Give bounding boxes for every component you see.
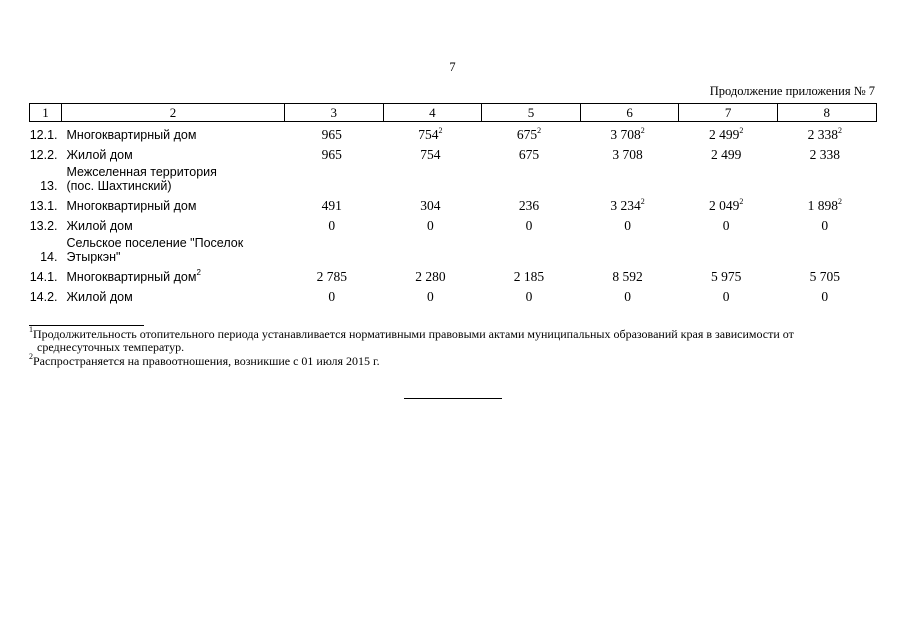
value-text: 0 (328, 218, 336, 233)
header-cell: 4 (383, 104, 482, 122)
footnote-2 (29, 352, 876, 368)
value-cell (679, 122, 778, 143)
value-text: 3 708 (612, 147, 643, 162)
row-label-text: Многоквартирный дом (66, 128, 197, 142)
row-number: 12.2. (29, 148, 58, 162)
value-text: 8 592 (612, 269, 643, 284)
value-cell (383, 264, 482, 284)
value-cell (285, 284, 384, 304)
value-text: 2 049 (708, 198, 740, 213)
row-number: 14. (40, 250, 58, 264)
value-text: 2 338 (809, 147, 840, 162)
footnote-text: среднесуточных температур. (37, 340, 185, 354)
value-cell (383, 193, 482, 213)
value-text: 0 (821, 218, 829, 233)
table-row (30, 264, 877, 284)
value-cell (777, 284, 876, 304)
table-row (30, 213, 877, 233)
header-cell: 5 (482, 104, 581, 122)
header-cell: 8 (777, 104, 876, 122)
value-cell (777, 142, 876, 162)
value-cell (383, 213, 482, 233)
header-cell: 6 (580, 104, 679, 122)
value-cell (679, 264, 778, 284)
value-text: 2 280 (415, 269, 446, 284)
row-label (62, 284, 285, 304)
value-cell (580, 213, 679, 233)
value-text: 3 234 (610, 198, 641, 213)
header-cell: 2 (62, 104, 285, 122)
table-row (30, 142, 877, 162)
row-label-text: Жилой дом (66, 148, 133, 162)
value-text: 0 (427, 218, 434, 233)
value-cell (679, 193, 778, 213)
value-text: 0 (427, 289, 434, 304)
value-text: 965 (321, 127, 342, 142)
value-text: 236 (518, 198, 540, 213)
value-text: 0 (722, 218, 730, 233)
value-cell (482, 193, 581, 213)
footnote-ref: 2 (739, 197, 744, 206)
header-cell: 1 (30, 104, 62, 122)
row-label-line: (пос. Шахтинский) (66, 179, 172, 193)
row-label-line: Межселенная территория (66, 165, 217, 179)
footnote-ref: 2 (837, 126, 842, 135)
value-cell (580, 122, 679, 143)
value-cell (679, 284, 778, 304)
table-row (30, 162, 877, 193)
value-cell (285, 142, 384, 162)
value-text: 754 (420, 147, 441, 162)
value-cell (777, 264, 876, 284)
value-cell (383, 122, 482, 143)
table-row (30, 233, 877, 264)
page-number: 7 (449, 60, 456, 74)
row-label-text: Жилой дом (66, 219, 133, 233)
value-cell (777, 122, 876, 143)
value-cell (679, 142, 778, 162)
header-cell: 3 (285, 104, 384, 122)
value-text: 304 (420, 198, 441, 213)
value-cell (580, 284, 679, 304)
footnote-text: Продолжительность отопительного периода устанавливается нормативными правовыми актами муниципальных образований края в зависимости от (33, 327, 794, 341)
value-cell (580, 264, 679, 284)
footnote-ref: 2 (537, 126, 542, 135)
value-cell (482, 213, 581, 233)
value-text: 0 (821, 289, 829, 304)
tariff-table (29, 103, 876, 304)
row-label-line: Этыркэн" (66, 250, 121, 264)
value-text: 0 (525, 218, 533, 233)
value-text: 5 975 (710, 269, 742, 284)
value-cell (580, 142, 679, 162)
value-cell (285, 122, 384, 143)
footnote-ref: 2 (640, 197, 645, 206)
footnote-mark: 1 (29, 325, 33, 334)
row-label (62, 264, 285, 284)
row-label-text: Жилой дом (66, 290, 133, 304)
value-cell (285, 193, 384, 213)
value-text: 2 499 (708, 127, 740, 142)
footnote-1 (29, 325, 876, 354)
table-row (30, 284, 877, 304)
footnote-ref: 2 (739, 126, 744, 135)
row-number: 13. (40, 179, 58, 193)
row-label (62, 193, 285, 213)
footnote-mark: 2 (29, 352, 33, 361)
footnote-ref: 2 (438, 126, 443, 135)
table-row (30, 193, 877, 213)
value-cell (383, 284, 482, 304)
row-label-text: Многоквартирный дом (66, 270, 197, 284)
value-text: 675 (518, 147, 540, 162)
table-row (30, 122, 877, 143)
value-text: 0 (525, 289, 533, 304)
footnote-ref: 2 (640, 126, 645, 135)
table-body (30, 122, 877, 305)
row-label (62, 233, 877, 264)
value-text: 5 705 (809, 269, 840, 284)
value-text: 3 708 (610, 127, 641, 142)
continuation-caption: Продолжение приложения № 7 (709, 84, 875, 98)
value-text: 2 785 (316, 269, 347, 284)
row-number: 13.2. (29, 219, 58, 233)
footnote-ref: 2 (196, 268, 201, 277)
value-text: 2 185 (513, 269, 545, 284)
value-text: 2 499 (710, 147, 742, 162)
header-cell: 7 (679, 104, 778, 122)
value-text: 965 (321, 147, 342, 162)
value-cell (285, 264, 384, 284)
value-cell (482, 284, 581, 304)
row-number: 14.2. (29, 290, 58, 304)
header-row (30, 104, 877, 122)
value-text: 2 338 (807, 127, 838, 142)
row-label (62, 142, 285, 162)
value-cell (580, 193, 679, 213)
value-text: 0 (624, 289, 631, 304)
footnote-divider (29, 325, 144, 326)
value-text: 0 (328, 289, 336, 304)
row-label-line: Сельское поселение "Поселок (66, 236, 244, 250)
row-label (62, 162, 877, 193)
value-text: 491 (321, 198, 342, 213)
value-text: 0 (722, 289, 730, 304)
row-number: 14.1. (29, 270, 58, 284)
value-text: 1 898 (807, 198, 838, 213)
value-text: 754 (418, 127, 439, 142)
value-cell (679, 213, 778, 233)
value-cell (777, 193, 876, 213)
value-cell (482, 122, 581, 143)
value-text: 0 (624, 218, 631, 233)
value-cell (777, 213, 876, 233)
end-rule (404, 398, 502, 399)
row-label (62, 122, 285, 143)
value-cell (285, 213, 384, 233)
row-label-text: Многоквартирный дом (66, 199, 197, 213)
footnote-text: Распространяется на правоотношения, возникшие с 01 июля 2015 г. (33, 354, 380, 368)
value-cell (482, 142, 581, 162)
value-cell (482, 264, 581, 284)
row-number: 13.1. (29, 199, 58, 213)
value-text: 675 (516, 127, 538, 142)
row-number: 12.1. (29, 128, 58, 142)
row-label (62, 213, 285, 233)
value-cell (383, 142, 482, 162)
footnote-ref: 2 (837, 197, 842, 206)
